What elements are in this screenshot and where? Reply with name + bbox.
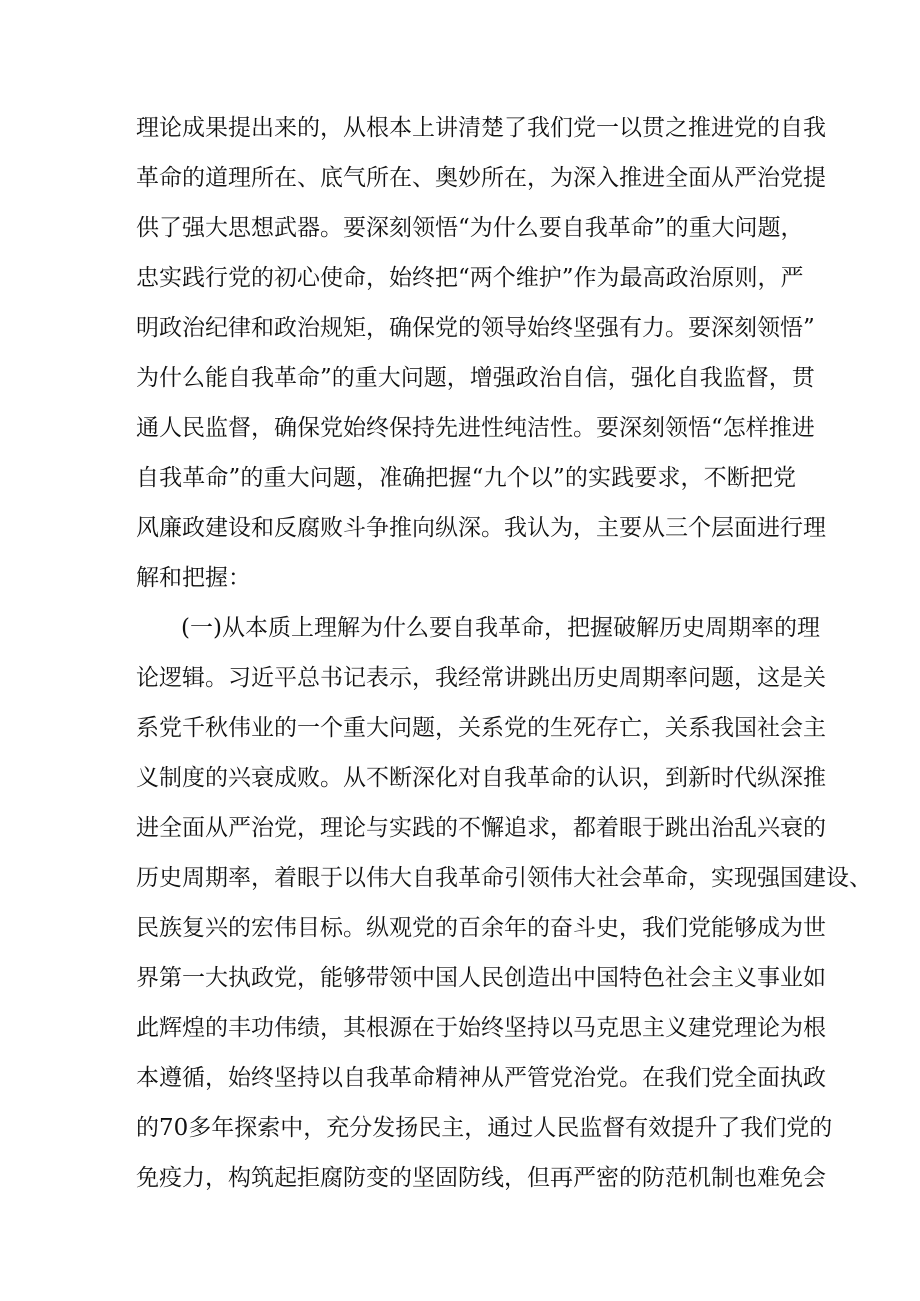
text-line: 进全面从严治党，理论与实践的不懈追求，都着眼于跳出治乱兴衰的	[136, 815, 826, 841]
text-line: 的70多年探索中，充分发扬民主，通过人民监督有效提升了我们党的	[136, 1115, 833, 1141]
text-line: 免疫力，构筑起拒腐防变的坚固防线，但再严密的防范机制也难免会	[136, 1165, 826, 1191]
text-line: 明政治纪律和政治规矩，确保党的领导始终坚强有力。要深刻领悟”	[136, 315, 815, 341]
text-line: 界第一大执政党，能够带领中国人民创造出中国特色社会主义事业如	[136, 965, 826, 991]
text-line: 自我革命”的重大问题，准确把握“九个以”的实践要求，不断把党	[136, 465, 796, 491]
text-line: 义制度的兴衰成败。从不断深化对自我革命的认识，到新时代纵深推	[136, 765, 826, 791]
text-line: 此辉煌的丰功伟绩，其根源在于始终坚持以马克思主义建党理论为根	[136, 1015, 826, 1041]
text-line: 系党千秋伟业的一个重大问题，关系党的生死存亡，关系我国社会主	[136, 715, 826, 741]
text-line: 民族复兴的宏伟目标。纵观党的百余年的奋斗史，我们党能够成为世	[136, 915, 826, 941]
text-line: 为什么能自我革命”的重大问题，增强政治自信，强化自我监督，贯	[136, 365, 815, 391]
text-line: 供了强大思想武器。要深刻领悟“为什么要自我革命”的重大问题，	[136, 215, 804, 241]
text-line: 风廉政建设和反腐败斗争推向纵深。我认为，主要从三个层面进行理	[136, 515, 826, 541]
section-heading-line: (一)从本质上理解为什么要自我革命，把握破解历史周期率的理	[181, 615, 820, 641]
text-line: 本遵循，始终坚持以自我革命精神从严管党治党。在我们党全面执政	[136, 1065, 826, 1091]
text-line: 解和把握：	[136, 565, 251, 591]
text-line: 忠实践行党的初心使命，始终把“两个维护”作为最高政治原则，严	[136, 265, 804, 291]
text-line: 历史周期率，着眼于以伟大自我革命引领伟大社会革命，实现强国建设、	[136, 865, 872, 891]
text-line: 通人民监督，确保党始终保持先进性纯洁性。要深刻领悟“怎样推进	[136, 415, 815, 441]
text-line: 理论成果提出来的，从根本上讲清楚了我们党一以贯之推进党的自我	[136, 115, 826, 141]
text-line: 革命的道理所在、底气所在、奥妙所在，为深入推进全面从严治党提	[136, 165, 826, 191]
text-line: 论逻辑。习近平总书记表示，我经常讲跳出历史周期率问题，这是关	[136, 665, 826, 691]
